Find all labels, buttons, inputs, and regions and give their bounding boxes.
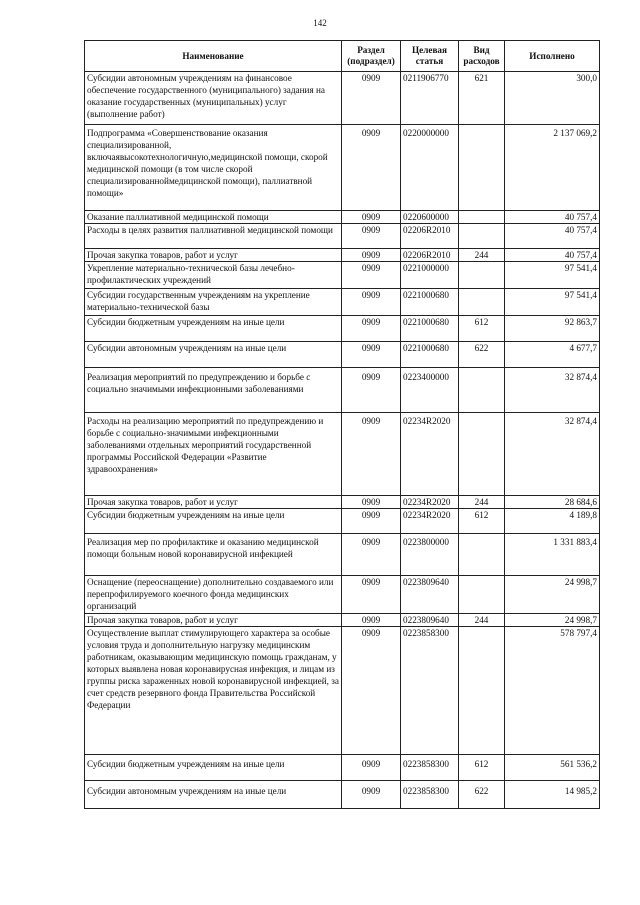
row-vid xyxy=(459,224,505,249)
table-row xyxy=(85,781,600,809)
row-name: Прочая закупка товаров, работ и услуг xyxy=(85,249,342,262)
row-ispolneno: 97 541,4 xyxy=(505,262,600,289)
row-vid: 622 xyxy=(459,342,505,368)
row-vid xyxy=(459,368,505,413)
row-vid xyxy=(459,576,505,614)
row-celevaya: 0223800000 xyxy=(401,534,459,576)
header-name: Наименование xyxy=(85,41,342,72)
row-razdel: 0909 xyxy=(342,413,401,496)
budget-table xyxy=(84,40,600,809)
row-name: Субсидии бюджетным учреждениям на иные цели xyxy=(85,755,342,781)
row-razdel: 0909 xyxy=(342,576,401,614)
row-razdel: 0909 xyxy=(342,627,401,755)
row-vid xyxy=(459,262,505,289)
row-name: Субсидии бюджетным учреждениям на иные цели xyxy=(85,509,342,534)
row-name: Оказание паллиативной медицинской помощи xyxy=(85,211,342,224)
row-name: Реализация мероприятий по предупреждению и борьбе с социально значимыми инфекционными заболеваниями xyxy=(85,368,342,413)
row-vid: 244 xyxy=(459,614,505,627)
table-row xyxy=(85,316,600,342)
row-ispolneno: 40 757,4 xyxy=(505,249,600,262)
row-celevaya: 0223809640 xyxy=(401,614,459,627)
row-vid xyxy=(459,289,505,316)
row-name: Субсидии автономным учреждениям на финансовое обеспечение государственного (муниципального) задания на оказание государственных (муниципальных) услуг (выполнение работ) xyxy=(85,72,342,125)
table-row xyxy=(85,534,600,576)
row-name: Расходы в целях развития паллиативной медицинской помощи xyxy=(85,224,342,249)
row-ispolneno: 32 874,4 xyxy=(505,368,600,413)
table-row xyxy=(85,342,600,368)
row-vid: 244 xyxy=(459,249,505,262)
table-row xyxy=(85,262,600,289)
row-celevaya: 02234R2020 xyxy=(401,413,459,496)
row-razdel: 0909 xyxy=(342,781,401,809)
row-vid: 612 xyxy=(459,316,505,342)
row-ispolneno: 4 189,8 xyxy=(505,509,600,534)
row-celevaya: 0220600000 xyxy=(401,211,459,224)
row-vid xyxy=(459,534,505,576)
row-razdel: 0909 xyxy=(342,224,401,249)
row-name: Прочая закупка товаров, работ и услуг xyxy=(85,496,342,509)
header-ispolneno: Исполнено xyxy=(505,41,600,72)
table-row xyxy=(85,289,600,316)
row-ispolneno: 28 684,6 xyxy=(505,496,600,509)
header-vid: Вид расходов xyxy=(459,41,505,72)
row-vid xyxy=(459,211,505,224)
row-vid: 622 xyxy=(459,781,505,809)
row-celevaya: 0223400000 xyxy=(401,368,459,413)
header-celevaya: Целевая статья xyxy=(401,41,459,72)
row-ispolneno: 4 677,7 xyxy=(505,342,600,368)
row-celevaya: 0221000680 xyxy=(401,289,459,316)
row-razdel: 0909 xyxy=(342,755,401,781)
row-razdel: 0909 xyxy=(342,509,401,534)
row-ispolneno: 300,0 xyxy=(505,72,600,125)
row-ispolneno: 561 536,2 xyxy=(505,755,600,781)
row-name: Субсидии автономным учреждениям на иные цели xyxy=(85,781,342,809)
page-number: 142 xyxy=(313,18,327,28)
row-celevaya: 0211906770 xyxy=(401,72,459,125)
row-celevaya: 02206R2010 xyxy=(401,224,459,249)
row-celevaya: 0221000680 xyxy=(401,342,459,368)
row-name: Расходы на реализацию мероприятий по предупреждению и борьбе с социально-значимыми инфекционными заболеваниями отдельных мероприятий государственной программы Российской Федерации «Развитие здравоохранения» xyxy=(85,413,342,496)
row-razdel: 0909 xyxy=(342,614,401,627)
row-vid: 621 xyxy=(459,72,505,125)
row-ispolneno: 14 985,2 xyxy=(505,781,600,809)
row-razdel: 0909 xyxy=(342,72,401,125)
row-name: Прочая закупка товаров, работ и услуг xyxy=(85,614,342,627)
row-razdel: 0909 xyxy=(342,316,401,342)
row-name: Оснащение (переоснащение) дополнительно создаваемого или перепрофилируемого коечного фонда медицинских организаций xyxy=(85,576,342,614)
row-vid: 612 xyxy=(459,755,505,781)
row-celevaya: 0221000680 xyxy=(401,316,459,342)
row-vid xyxy=(459,413,505,496)
row-razdel: 0909 xyxy=(342,496,401,509)
row-name: Реализация мер по профилактике и оказанию медицинской помощи больным новой коронавирусной инфекцией xyxy=(85,534,342,576)
table-row xyxy=(85,576,600,614)
row-celevaya: 0220000000 xyxy=(401,125,459,211)
table-row xyxy=(85,224,600,249)
row-vid: 244 xyxy=(459,496,505,509)
row-razdel: 0909 xyxy=(342,125,401,211)
row-razdel: 0909 xyxy=(342,262,401,289)
row-ispolneno: 1 331 883,4 xyxy=(505,534,600,576)
row-celevaya: 02234R2020 xyxy=(401,509,459,534)
row-razdel: 0909 xyxy=(342,342,401,368)
row-ispolneno: 40 757,4 xyxy=(505,224,600,249)
row-razdel: 0909 xyxy=(342,368,401,413)
table-row xyxy=(85,509,600,534)
table-row xyxy=(85,211,600,224)
row-razdel: 0909 xyxy=(342,211,401,224)
row-ispolneno: 32 874,4 xyxy=(505,413,600,496)
row-ispolneno: 40 757,4 xyxy=(505,211,600,224)
row-razdel: 0909 xyxy=(342,534,401,576)
row-vid xyxy=(459,627,505,755)
row-celevaya: 0223858300 xyxy=(401,755,459,781)
row-celevaya: 02234R2020 xyxy=(401,496,459,509)
row-ispolneno: 2 137 069,2 xyxy=(505,125,600,211)
row-razdel: 0909 xyxy=(342,289,401,316)
table-row xyxy=(85,413,600,496)
row-name: Субсидии бюджетным учреждениям на иные цели xyxy=(85,316,342,342)
row-name: Субсидии автономным учреждениям на иные цели xyxy=(85,342,342,368)
table-row xyxy=(85,614,600,627)
table-row xyxy=(85,72,600,125)
row-vid xyxy=(459,125,505,211)
table-row xyxy=(85,627,600,755)
row-ispolneno: 24 998,7 xyxy=(505,614,600,627)
row-celevaya: 0223809640 xyxy=(401,576,459,614)
row-ispolneno: 97 541,4 xyxy=(505,289,600,316)
row-vid: 612 xyxy=(459,509,505,534)
row-ispolneno: 578 797,4 xyxy=(505,627,600,755)
row-name: Укрепление материально-технической базы лечебно-профилактических учреждений xyxy=(85,262,342,289)
row-name: Субсидии государственным учреждениям на укрепление материально-технической базы xyxy=(85,289,342,316)
row-ispolneno: 24 998,7 xyxy=(505,576,600,614)
table-row xyxy=(85,755,600,781)
row-name: Подпрограмма «Совершенствование оказания специализированной, включаявысокотехнологичную,медицинской помощи, скорой медицинской помощи (в том числе скорой специализированноймедицинской помощи), паллиатвной помощи» xyxy=(85,125,342,211)
table-row xyxy=(85,496,600,509)
table-row xyxy=(85,249,600,262)
table-row xyxy=(85,368,600,413)
row-celevaya: 0223858300 xyxy=(401,781,459,809)
row-ispolneno: 92 863,7 xyxy=(505,316,600,342)
header-razdel: Раздел (подраздел) xyxy=(342,41,401,72)
table-row xyxy=(85,125,600,211)
row-celevaya: 02206R2010 xyxy=(401,249,459,262)
row-razdel: 0909 xyxy=(342,249,401,262)
row-name: Осуществление выплат стимулирующего характера за особые условия труда и дополнительную нагрузку медицинским работникам, оказывающим медицинскую помощь гражданам, у которых выявлена новая коронавирусная инфекция, и лицам из группы риска зараженных новой коронавирусной инфекцией, за счет средств резервного фонда Правительства Российской Федерации xyxy=(85,627,342,755)
row-celevaya: 0221000000 xyxy=(401,262,459,289)
header-row xyxy=(85,41,600,72)
row-celevaya: 0223858300 xyxy=(401,627,459,755)
